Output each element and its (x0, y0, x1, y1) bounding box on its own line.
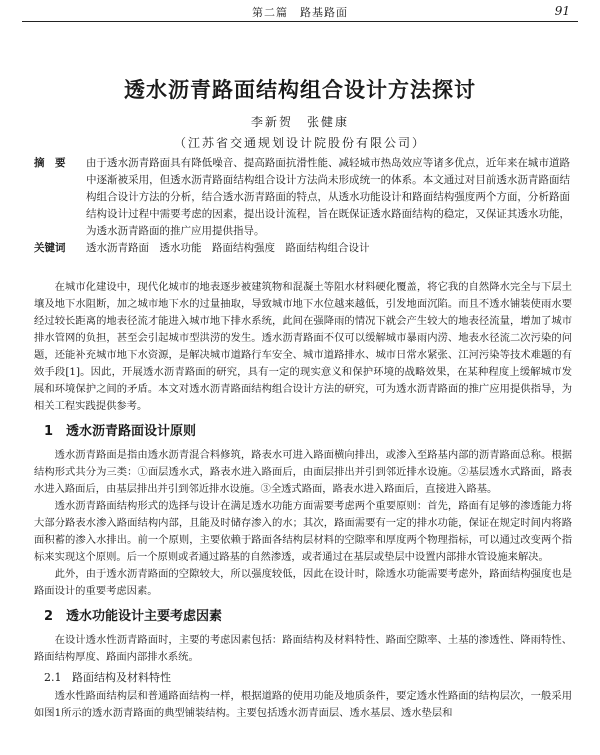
intro-paragraph: 在城市化建设中，现代化城市的地表逐步被建筑物和混凝土等阻水材料硬化覆盖，将它我的自然降水完全与下层土壤及地下水阻断，加之城市地下水的过量抽取，导致城市地下水位越来越低，引发地面沉陷。而且不透水铺装使雨水要经过较长距离的地表径流才能进入城市地下排水系统，此间在强降雨的情况下就会产生较大的地表径流量，增加了城市排水管网的负担，甚至会引起城市型洪涝的发生。透水沥青路面不仅可以缓解城市暴雨内涝、地表水径流二次污染的问题，还能补充城市地下水资源，是解决城市道路行车安全、城市道路排水、城市日常水紧张、江河污染等技术难题的有效手段[1]。因此，开展透水沥青路面的研究，具有一定的现实意义和保护环境的战略效果，在某种程度上缓解城市发展和环境保护之间的矛盾。本文对透水沥青路面结构组合设计方法的研究，可为透水沥青路面的推广应用提供指导，为相关工程实践提供参考。 (34, 281, 572, 412)
section-1-heading (34, 423, 572, 441)
abstract-block (34, 155, 570, 257)
running-header (0, 0, 600, 22)
section-1-paragraph-3: 此外，由于透水沥青路面的空隙较大，所以强度较低，因此在设计时，除透水功能需要考虑外，路面结构强度也是路面设计的重要考虑因素。 (34, 568, 572, 597)
section-1-paragraph-1: 透水沥青路面是指由透水沥青混合料修筑，路表水可进入路面横向排出，或渗入至路基内部的沥青路面总称。根据结构形式共分为三类：①面层透水式，路表水进入路面后，由面层排出并引到邻近排水设施。②基层透水式路面，路表水进入路面后，由基层排出并引到邻近排水设施。③全透式路面，路表水进入路面后，直接进入路基。 (34, 449, 572, 495)
keywords-text: 透水沥青路面 透水功能 路面结构强度 路面结构组合设计 (86, 242, 370, 254)
section-1-title: 透水沥青路面设计原则 (66, 424, 197, 439)
section-2-1-number: 2.1 (44, 671, 62, 684)
header-rule (22, 21, 578, 22)
section-2-title: 透水功能设计主要考虑因素 (66, 609, 223, 624)
abstract-text: 由于透水沥青路面具有降低噪音、提高路面抗滑性能、减轻城市热岛效应等诸多优点，近年来在城市道路中逐渐被采用，但透水沥青路面结构组合设计方法尚未形成统一的体系。本文通过对目前透水沥青路面结构组合设计方法的分析，结合透水沥青路面的特点，从透水功能设计和路面结构强度两个方面，分析路面结构设计过程中需要考虑的因素，提出设计流程，旨在既保证透水路面结构的稳定，又保证其透水功能，为透水沥青路面的推广应用提供指导。 (86, 157, 570, 237)
paper-body (34, 279, 572, 722)
section-2-number: 2 (44, 609, 54, 624)
section-1-number: 1 (44, 424, 54, 439)
section-1-paragraph-2: 透水沥青路面结构形式的选择与设计在满足透水功能方面需要考虑两个重要原则：首先，路面有足够的渗透能力将大部分路表水渗入路面结构内部，且能及时储存渗入的水；其次，路面需要有一定的排水功能，保证在规定时间内将路面积蓄的渗入水排出。前一个原则，主要依赖于路面各结构层材料的空隙率和厚度两个物理指标，可以通过改变两个指标来实现这个原则。后一个原则或者通过路基的自然渗透，或者通过在基层或垫层中设置内部排水管设施来解决。 (34, 500, 572, 563)
section-2-1-paragraph-1: 透水性路面结构层和普通路面结构一样，根据道路的使用功能及地质条件，要定透水性路面的结构层次，一般采用如图1所示的透水沥青路面的典型铺装结构。主要包括透水沥青面层、透水基层、透水垫层和 (34, 690, 572, 719)
running-title: 第二篇 路基路面 (252, 6, 348, 19)
section-2-1-heading (34, 669, 572, 686)
paper-affiliation: （江苏省交通规划设计院股份有限公司） (173, 136, 426, 150)
paper-authors: 李新贺 张健康 (250, 115, 349, 129)
page-number: 91 (554, 4, 570, 18)
section-2-1-title: 路面结构及材料特性 (72, 671, 171, 684)
paper-title: 透水沥青路面结构组合设计方法探讨 (124, 78, 476, 102)
section-2-paragraph-1: 在设计透水性沥青路面时，主要的考虑因素包括：路面结构及材料特性、路面空隙率、土基的渗透性、降雨特性、路面结构厚度、路面内部排水系统。 (34, 634, 572, 663)
abstract-label: 摘 要 (34, 157, 66, 169)
keywords-label: 关键词 (34, 242, 66, 254)
section-2-heading (34, 608, 572, 626)
